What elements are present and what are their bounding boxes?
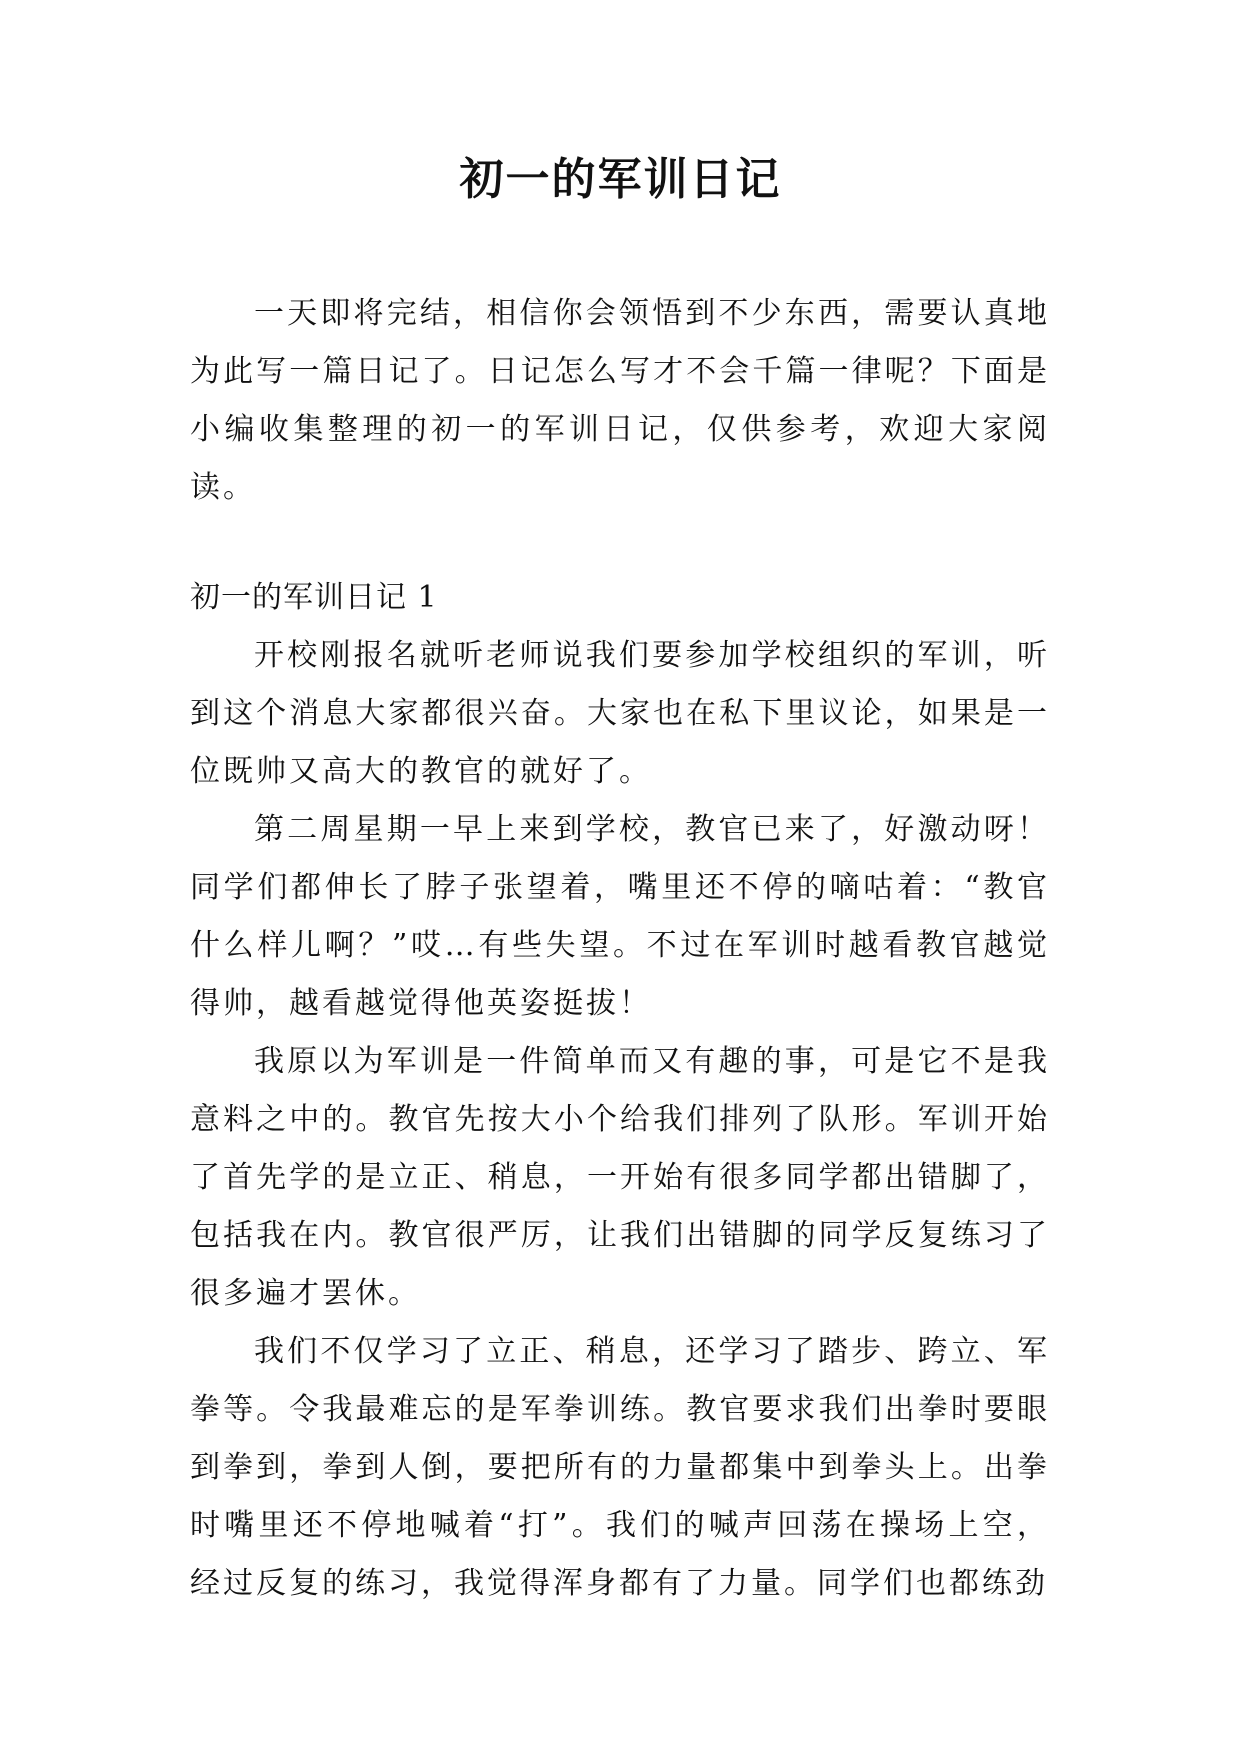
body-paragraph: 开校刚报名就听老师说我们要参加学校组织的军训，听到这个消息大家都很兴奋。大家也在私下里议论，如果是一位既帅又高大的教官的就好了。 bbox=[190, 638, 1050, 789]
body-paragraph: 我原以为军训是一件简单而又有趣的事，可是它不是我意料之中的。教官先按大小个给我们排列了队形。军训开始了首先学的是立正、稍息，一开始有很多同学都出错脚了，包括我在内。教官很严厉，让我们出错脚的同学反复练习了很多遍才罢休。 bbox=[190, 1044, 1050, 1311]
section-heading: 初一的军训日记 1 bbox=[190, 580, 438, 615]
intro-paragraph: 一天即将完结，相信你会领悟到不少东西，需要认真地为此写一篇日记了。日记怎么写才不会千篇一律呢？下面是小编收集整理的初一的军训日记，仅供参考，欢迎大家阅读。 bbox=[190, 296, 1050, 505]
body-paragraph: 第二周星期一早上来到学校，教官已来了，好激动呀！同学们都伸长了脖子张望着，嘴里还不停的嘀咕着：“教官什么样儿啊？”哎…有些失望。不过在军训时越看教官越觉得帅，越看越觉得他英姿挺拔！ bbox=[190, 812, 1050, 1021]
body-paragraph: 我们不仅学习了立正、稍息，还学习了踏步、跨立、军拳等。令我最难忘的是军拳训练。教官要求我们出拳时要眼到拳到，拳到人倒，要把所有的力量都集中到拳头上。出拳时嘴里还不停地喊着“打”。我们的喊声回荡在操场上空，经过反复的练习，我觉得浑身都有了力量。同学们也都练劲 bbox=[190, 1334, 1050, 1601]
document-title: 初一的军训日记 bbox=[459, 154, 782, 205]
document-body bbox=[190, 285, 1050, 1613]
